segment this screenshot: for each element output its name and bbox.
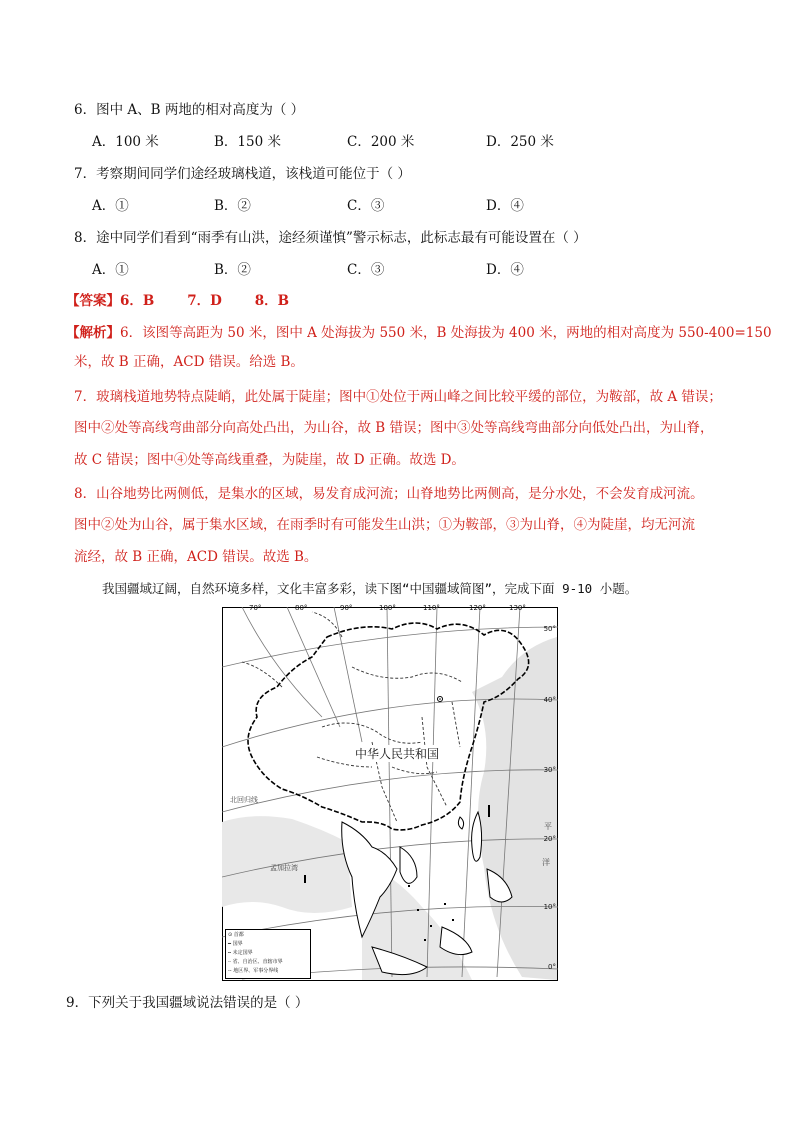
option-a: A．①	[92, 198, 129, 214]
legend-item: ┄ 省、自治区、直辖市界	[228, 959, 283, 965]
legend-item: ┅ 未定国界	[228, 950, 253, 956]
legend-item: ━ 国界	[228, 941, 243, 947]
question-8-options	[92, 260, 612, 280]
option-b: B．②	[214, 198, 251, 214]
lat-label: 50°	[543, 625, 556, 633]
lon-label: 90°	[340, 604, 353, 612]
answer-block	[66, 291, 289, 311]
answer-text: 6．B 7．D 8．B	[120, 293, 290, 309]
lon-label: 120°	[469, 604, 486, 612]
option-c: C．③	[347, 198, 385, 214]
answer-label: 【答案】	[66, 293, 120, 309]
analysis-line-8: 流经，故 B 正确，ACD 错误。故选 B。	[74, 549, 318, 565]
question-9-stem: 9．下列关于我国疆域说法错误的是（ ）	[66, 995, 309, 1011]
option-c: C．200 米	[347, 134, 415, 150]
lon-label: 110°	[423, 604, 440, 612]
lon-label: 100°	[379, 604, 396, 612]
option-d: D．250 米	[486, 134, 554, 150]
option-d: D．④	[486, 198, 524, 214]
country-label: 中华人民共和国	[355, 747, 440, 761]
analysis-line-5: 故 C 错误；图中④处等高线重叠，为陡崖，故 D 正确。故选 D。	[74, 452, 465, 468]
lat-label: 40°	[543, 696, 556, 704]
map-labels	[222, 604, 558, 981]
question-8-stem: 8．途中同学们看到“雨季有山洪，途经须谨慎”警示标志，此标志最有可能设置在（ ）	[74, 230, 587, 246]
analysis-line-6: 8．山谷地势比两侧低，是集水的区域，易发育成河流；山脊地势比两侧高，是分水处，不会发育成河流。	[74, 486, 704, 502]
option-a: A．100 米	[92, 134, 159, 150]
lat-label: 10°	[543, 903, 556, 911]
legend-item: ⊙ 首都	[228, 932, 244, 938]
legend-item: -- 地区界、军事分界线	[228, 968, 279, 974]
option-d: D．④	[486, 262, 524, 278]
tropic-label: 北回归线	[230, 796, 258, 804]
analysis-line-1	[66, 323, 772, 343]
lat-label: 0°	[548, 963, 556, 971]
analysis-line-4: 图中②处等高线弯曲部分向高处凸出，为山谷，故 B 错误；图中③处等高线弯曲部分向低处凸出，为山脊，	[74, 420, 714, 436]
option-c: C．③	[347, 262, 385, 278]
question-7-options	[92, 196, 612, 216]
lat-label: 30°	[543, 766, 556, 774]
question-7-stem: 7．考察期间同学们途经玻璃栈道，该栈道可能位于（ ）	[74, 166, 411, 182]
lon-label: 130°	[509, 604, 526, 612]
bay-label: 孟加拉湾	[270, 864, 298, 872]
question-6-stem: 6．图中 A、B 两地的相对高度为（ ）	[74, 102, 305, 118]
lat-label: 20°	[543, 835, 556, 843]
analysis-line-3: 7．玻璃栈道地势特点陡峭，此处属于陡崖；图中①处位于两山峰之间比较平缓的部位，为鞍部，故 A 错误；	[74, 389, 722, 405]
analysis-text: 6．该图等高距为 50 米，图中 A 处海拔为 550 米，B 处海拔为 400 米，两地的相对高度为 550-400=150	[120, 325, 772, 341]
option-b: B．150 米	[214, 134, 281, 150]
analysis-line-7: 图中②处为山谷，属于集水区域，在雨季时有可能发生山洪；①为鞍部，③为山脊，④为陡崖，均无河流	[74, 517, 695, 533]
ocean-label: 洋	[542, 858, 550, 867]
map-legend	[225, 929, 311, 979]
map-intro-text: 我国疆域辽阔，自然环境多样，文化丰富多彩，读下图“中国疆域简图”，完成下面 9-10 小题。	[102, 581, 638, 596]
lon-label: 80°	[295, 604, 308, 612]
ocean-label: 平	[544, 822, 552, 831]
lon-label: 70°	[249, 604, 262, 612]
analysis-label: 【解析】	[66, 325, 120, 341]
question-6-options	[92, 132, 612, 152]
option-a: A．①	[92, 262, 129, 278]
analysis-line-2: 米，故 B 正确，ACD 错误。给选 B。	[74, 354, 304, 370]
option-b: B．②	[214, 262, 251, 278]
